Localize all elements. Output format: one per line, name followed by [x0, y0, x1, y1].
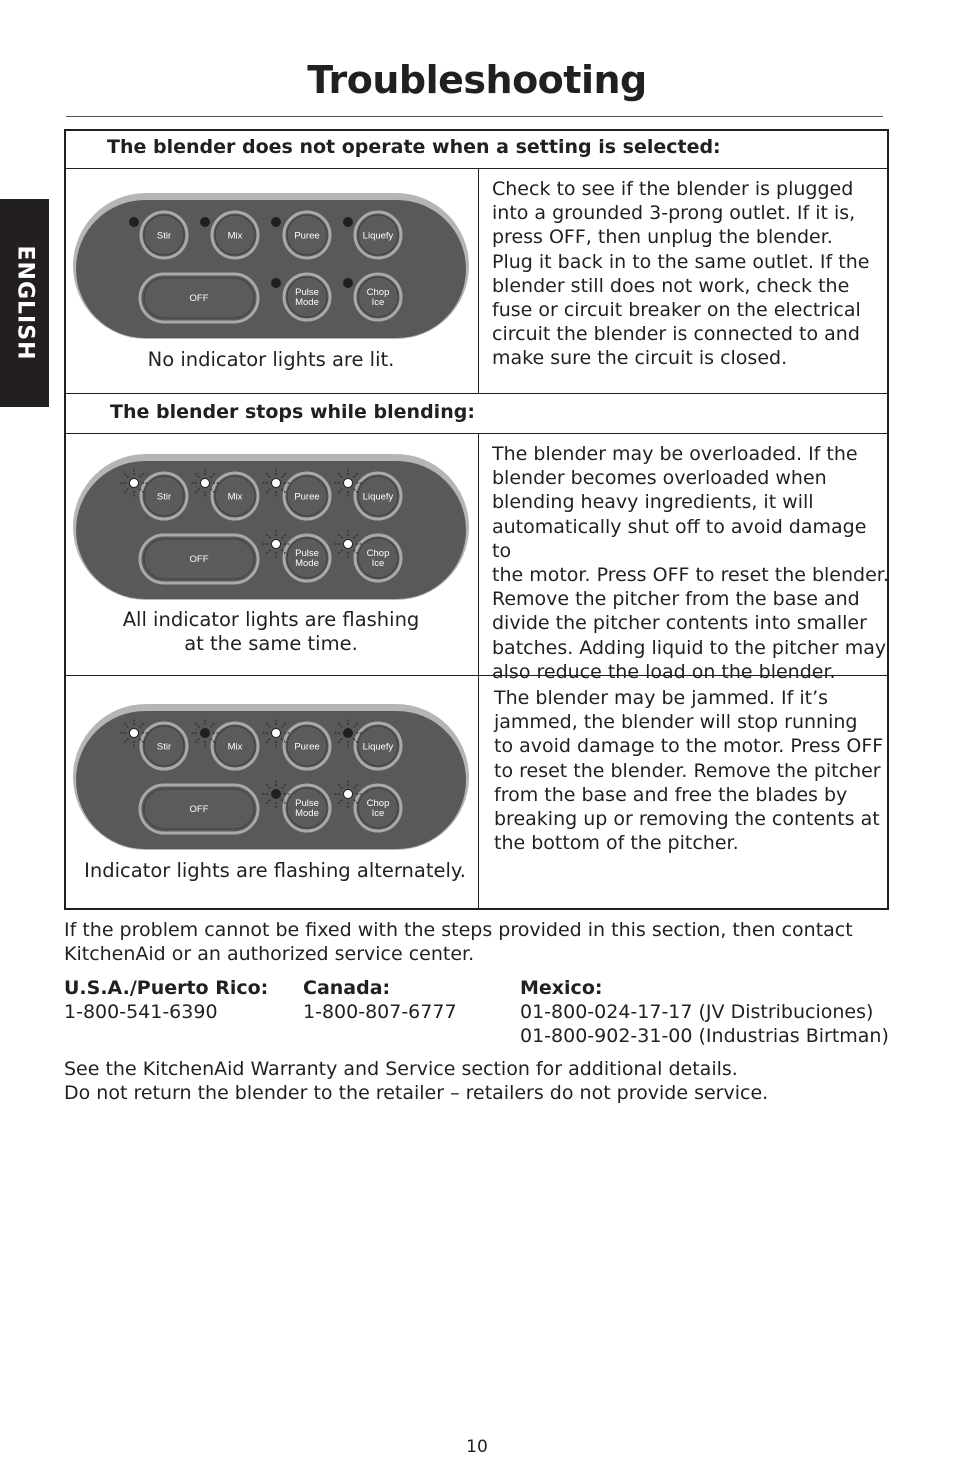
indicator-light — [201, 479, 210, 488]
indicator-light — [272, 790, 281, 799]
table-border-top — [64, 129, 889, 131]
contact-label: U.S.A./Puerto Rico: — [64, 977, 269, 999]
contact-canada — [303, 976, 457, 1024]
solution-line: press OFF, then unplug the blender. — [492, 226, 833, 249]
chop-ice-button — [355, 274, 401, 320]
liquefy-button — [355, 473, 401, 519]
solution-line: from the base and free the blades by — [494, 783, 848, 806]
contact-phone: 1-800-807-6777 — [303, 1001, 457, 1024]
indicator-light — [201, 218, 210, 227]
solution-line: fuse or circuit breaker on the electrical — [492, 299, 861, 322]
puree-button — [284, 473, 330, 519]
contact-label: Mexico: — [520, 977, 603, 999]
button-label: Mix — [227, 230, 243, 242]
liquefy-button — [355, 723, 401, 769]
contact-instructions — [64, 918, 853, 966]
button-label: Ice — [371, 558, 385, 569]
chop-ice-button — [355, 535, 401, 581]
solution-line: blender still does not work, check the — [492, 274, 850, 297]
off-button-label: OFF — [189, 293, 209, 304]
pulse-mode-button — [284, 274, 330, 320]
pulse-mode-button — [284, 535, 330, 581]
button-label: Puree — [294, 741, 320, 753]
solution-line: automatically shut off to avoid damage to — [492, 515, 867, 562]
caption-line: All indicator lights are flashing — [122, 608, 420, 631]
blender-control-panel — [72, 453, 470, 601]
control-panel-illustration — [72, 192, 470, 340]
indicator-light — [344, 729, 353, 738]
button-label: Mode — [295, 558, 319, 569]
solution-line: batches. Adding liquid to the pitcher may — [492, 636, 887, 659]
stir-button — [141, 473, 187, 519]
instruction-line: If the problem cannot be fixed with the steps provided in this section, then contact — [64, 919, 853, 941]
button-label: Pulse — [295, 548, 319, 559]
off-button — [140, 785, 258, 833]
control-panel-illustration — [72, 703, 470, 851]
note-line: See the KitchenAid Warranty and Service section for additional details. — [64, 1058, 738, 1080]
title-divider — [66, 116, 883, 117]
blender-control-panel — [72, 703, 470, 851]
row-divider — [64, 168, 889, 169]
stir-button — [141, 212, 187, 258]
problem-heading: The blender does not operate when a setting is selected: — [107, 136, 721, 158]
caption-line: at the same time. — [184, 632, 358, 655]
problem-heading: The blender stops while blending: — [110, 401, 475, 423]
indicator-light — [130, 479, 139, 488]
button-label: Chop — [366, 798, 390, 809]
illustration-caption — [72, 348, 470, 372]
mix-button — [212, 212, 258, 258]
solution-line: also reduce the load on the blender. — [492, 660, 836, 683]
off-button-label: OFF — [189, 554, 209, 565]
column-divider — [478, 169, 479, 393]
contact-usa — [64, 976, 268, 1024]
solution-line: circuit the blender is connected to and — [492, 323, 860, 346]
off-button — [140, 274, 258, 322]
button-label: Liquefy — [362, 230, 394, 242]
solution-line: into a grounded 3-prong outlet. If it is, — [492, 202, 856, 225]
button-label: Mix — [227, 491, 243, 503]
solution-line: blender becomes overloaded when — [492, 467, 827, 490]
table-border-left — [64, 129, 66, 910]
button-label: Pulse — [295, 287, 319, 298]
button-label: Stir — [156, 491, 172, 503]
indicator-light — [272, 729, 281, 738]
button-label: Chop — [366, 548, 390, 559]
illustration-caption — [72, 608, 470, 656]
stir-button — [141, 723, 187, 769]
liquefy-button — [355, 212, 401, 258]
warranty-note — [64, 1057, 768, 1105]
solution-line: Check to see if the blender is plugged — [492, 178, 854, 200]
puree-button — [284, 212, 330, 258]
contact-phone: 01-800-024-17-17 (JV Distribuciones) — [520, 1001, 874, 1024]
table-border-bottom — [64, 908, 889, 910]
solution-line: jammed, the blender will stop running — [494, 711, 858, 734]
button-label: Mode — [295, 808, 319, 819]
indicator-light — [344, 790, 353, 799]
indicator-light — [272, 479, 281, 488]
mix-button — [212, 473, 258, 519]
solution-line: the bottom of the pitcher. — [494, 832, 739, 855]
solution-text — [492, 442, 889, 684]
button-label: Chop — [366, 287, 390, 298]
caption-line: No indicator lights are lit. — [147, 348, 395, 371]
off-button — [140, 535, 258, 583]
button-label: Stir — [156, 741, 172, 753]
button-label: Pulse — [295, 798, 319, 809]
pulse-mode-button — [284, 785, 330, 831]
indicator-light — [272, 279, 281, 288]
caption-line: Indicator lights are flashing alternately. — [84, 859, 466, 882]
solution-text — [494, 686, 883, 855]
button-label: Ice — [371, 808, 385, 819]
button-label: Puree — [294, 230, 320, 242]
solution-line: the motor. Press OFF to reset the blender. — [492, 564, 889, 587]
indicator-light — [201, 729, 210, 738]
button-label: Liquefy — [362, 741, 394, 753]
solution-line: to reset the blender. Remove the pitcher — [494, 759, 881, 782]
button-label: Mix — [227, 741, 243, 753]
off-button-label: OFF — [189, 804, 209, 815]
solution-line: breaking up or removing the contents at — [494, 808, 880, 831]
side-tab-label: ENGLISH — [12, 245, 37, 361]
solution-line: blending heavy ingredients, it will — [492, 491, 814, 514]
indicator-light — [344, 479, 353, 488]
solution-line: make sure the circuit is closed. — [492, 347, 788, 370]
solution-line: to avoid damage to the motor. Press OFF — [494, 735, 884, 758]
puree-button — [284, 723, 330, 769]
solution-text — [492, 177, 869, 371]
solution-line: The blender may be overloaded. If the — [492, 443, 858, 465]
row-divider — [64, 393, 889, 394]
page-title: Troubleshooting — [307, 58, 647, 102]
language-side-tab — [0, 199, 49, 407]
troubleshooting-table — [64, 129, 889, 910]
solution-line: Remove the pitcher from the base and — [492, 588, 860, 611]
control-panel-illustration — [72, 453, 470, 601]
blender-control-panel — [72, 192, 470, 340]
indicator-light — [130, 729, 139, 738]
column-divider — [478, 434, 479, 908]
indicator-light — [344, 279, 353, 288]
button-label: Ice — [371, 297, 385, 308]
solution-line: divide the pitcher contents into smaller — [492, 612, 867, 635]
button-label: Liquefy — [362, 491, 394, 503]
solution-line: The blender may be jammed. If it’s — [494, 687, 829, 709]
indicator-light — [272, 218, 281, 227]
button-label: Mode — [295, 297, 319, 308]
page-number: 10 — [466, 1437, 488, 1457]
indicator-light — [344, 540, 353, 549]
button-label: Stir — [156, 230, 172, 242]
contact-label: Canada: — [303, 977, 391, 999]
illustration-caption — [72, 859, 478, 883]
mix-button — [212, 723, 258, 769]
instruction-line: KitchenAid or an authorized service center. — [64, 943, 475, 966]
note-line: Do not return the blender to the retailer – retailers do not provide service. — [64, 1082, 769, 1105]
indicator-light — [272, 540, 281, 549]
chop-ice-button — [355, 785, 401, 831]
contact-phone: 1-800-541-6390 — [64, 1001, 218, 1024]
solution-line: Plug it back in to the same outlet. If the — [492, 250, 870, 273]
row-divider — [64, 433, 889, 434]
indicator-light — [344, 218, 353, 227]
contact-mexico — [520, 976, 889, 1049]
button-label: Puree — [294, 491, 320, 503]
contact-phone: 01-800-902-31-00 (Industrias Birtman) — [520, 1025, 889, 1048]
indicator-light — [130, 218, 139, 227]
